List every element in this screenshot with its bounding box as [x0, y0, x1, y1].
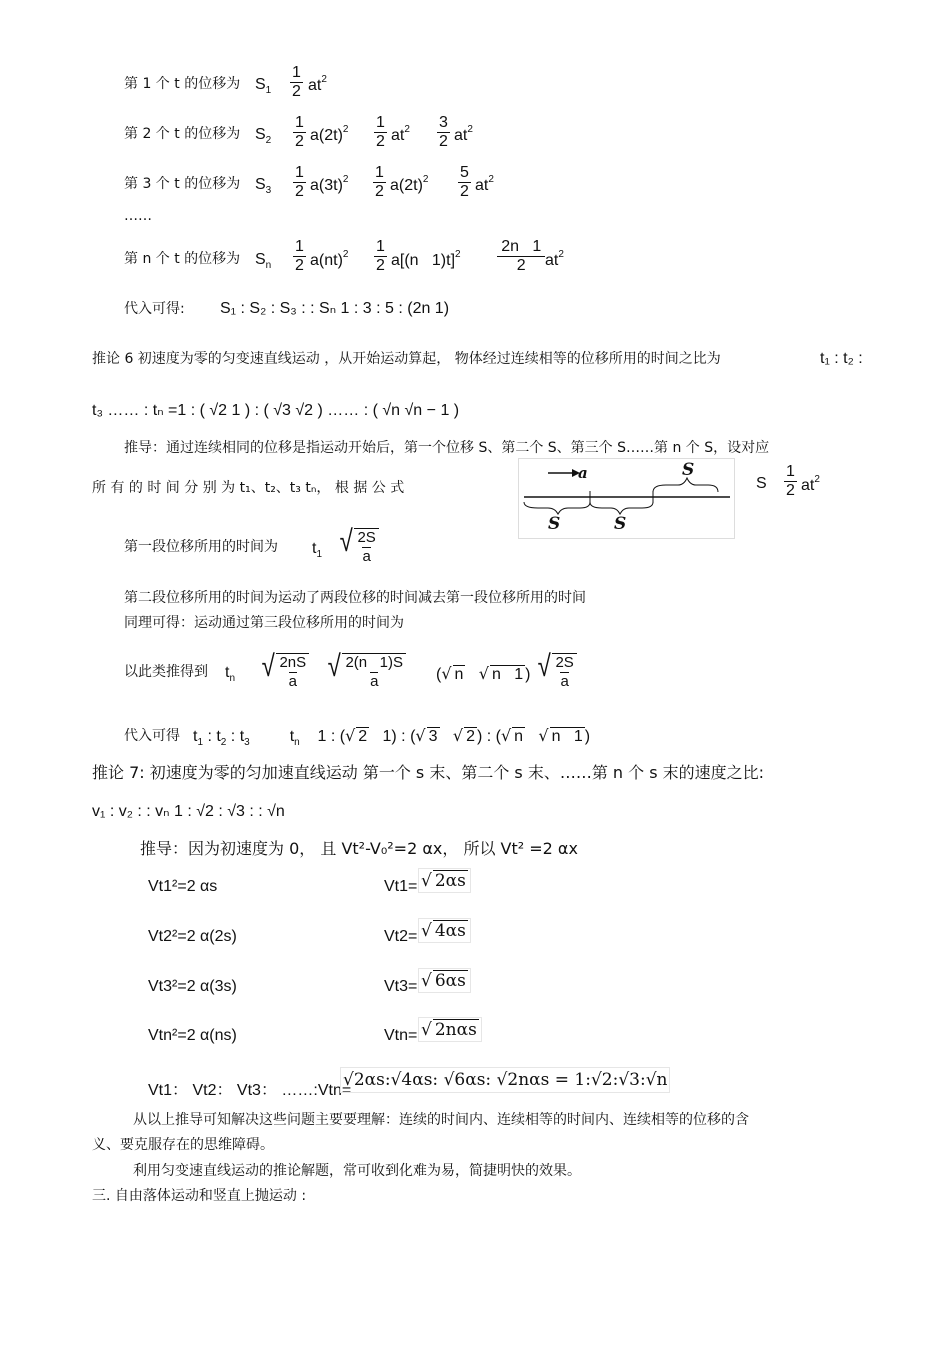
- sqrt-2n-1s-a: √ 2(n 1)S a: [326, 647, 406, 691]
- term: $at^2$: [454, 124, 473, 144]
- velocity-radical: [418, 918, 471, 943]
- velocity-row-label: Vt3=: [384, 978, 418, 995]
- velocity-radical: [418, 1017, 482, 1042]
- term: $at^2$: [545, 249, 564, 269]
- first-segment-text: 第一段位移所用的时间为: [124, 539, 278, 555]
- velocity-square-row: Vt2²=2 α(2s): [148, 928, 237, 945]
- nth-segment-text: 以此类推得到: [124, 664, 208, 680]
- s1-symbol: $S_1$: [255, 76, 272, 96]
- third-segment-text: 同理可得：运动通过第三段位移所用的时间为: [124, 615, 404, 631]
- final-ratio-right: √2αs:√4αs: √6αs: √2nαs = 1:√2:√3:√n: [340, 1067, 670, 1093]
- line1-label: 第 1 个 t 的位移为: [124, 76, 241, 92]
- conclusion-line1: 从以上推导可知解决这些问题主要要理解：连续的时间内、连续相等的时间内、连续相等的位移的含: [133, 1112, 749, 1128]
- fraction-2n-1: 2n 1 2: [499, 238, 544, 274]
- conclusion-line2: 义、要克服存在的思维障碍。: [92, 1137, 274, 1153]
- fraction-five-half: 5 2: [460, 164, 469, 200]
- t-ratio: $t_1$ : $t_2$ : $t_3$ $t_n$ 1 : (√ 2 1) : (√ 3 √ 2 ) : (√ n √ n 1 ): [193, 726, 591, 748]
- conclusion-line3: 利用匀变速直线运动的推论解题，常可收到化难为易，简捷明快的效果。: [133, 1163, 581, 1179]
- sqrt-sign: √: [421, 1020, 432, 1040]
- term: $a(3t)^2$: [310, 174, 349, 194]
- diagram-label-a: a: [578, 464, 588, 482]
- fraction-half: 1 2: [786, 463, 795, 499]
- fraction-three-half: 3 2: [439, 114, 448, 150]
- substitute-label-2: 代入可得: [124, 728, 180, 744]
- velocity-square-row: Vt1²=2 αs: [148, 878, 218, 895]
- derivation-line2: 所 有 的 时 间 分 别 为 t₁、t₂、t₃ tₙ， 根 据 公 式: [92, 480, 405, 496]
- fraction-half: 1 2: [295, 114, 304, 150]
- radicand: 6αs: [434, 971, 466, 991]
- sn-symbol: $S_n$: [255, 251, 272, 271]
- velocity-row-label: Vtn=: [384, 1027, 418, 1044]
- at2-term: $at^2$: [308, 74, 327, 94]
- inference6-title: 推论 6 初速度为零的匀变速直线运动 ，从开始运动算起， 物体经过连续相等的位移所用的时间之比为: [92, 351, 721, 367]
- velocity-square-row: Vt3²=2 α(3s): [148, 978, 237, 995]
- velocity-square-row: Vtn²=2 α(ns): [148, 1027, 237, 1044]
- term: $a(2t)^2$: [310, 124, 349, 144]
- sqrt-diff: (√ n √ n 1 ): [436, 664, 531, 683]
- term: a[(n 1)t]$^2$: [391, 249, 461, 269]
- s3-symbol: $S_3$: [255, 176, 272, 196]
- inference7-title: 推论 7: 初速度为零的匀加速直线运动 第一个 s 末、第二个 s 末、……第 n 个 s 末的速度之比:: [92, 763, 765, 782]
- inference6-ratio: t₃ …… : tₙ =1 : ( √2 1 ) : ( √3 √2 ) …… : ( √n √n − 1 ): [92, 402, 460, 419]
- fraction-half: 1 2: [376, 114, 385, 150]
- sqrt-sign: √: [421, 971, 432, 991]
- ratio-expression: S₁ : S₂ : S₃ : : Sₙ 1 : 3 : 5 : (2n 1): [220, 300, 450, 317]
- term: $at^2$: [475, 174, 494, 194]
- second-segment-text: 第二段位移所用的时间为运动了两段位移的时间减去第一段位移所用的时间: [124, 590, 586, 606]
- line3-label: 第 3 个 t 的位移为: [124, 176, 241, 192]
- sqrt-sign: √: [421, 921, 432, 941]
- sqrt-2s-a-2: √ 2S a: [536, 647, 577, 691]
- term: a(nt)$^2$: [310, 249, 349, 269]
- term: $at^2$: [801, 474, 820, 494]
- velocity-row-label: Vt2=: [384, 928, 418, 945]
- tn-symbol: $t_n$: [225, 664, 236, 684]
- line2-label: 第 2 个 t 的位移为: [124, 126, 241, 142]
- fraction-half: 1 2: [376, 238, 385, 274]
- diagram-label-s-top: S: [682, 460, 695, 480]
- linen-label: 第 n 个 t 的位移为: [124, 251, 241, 267]
- fraction-half: 1 2: [295, 238, 304, 274]
- fraction-half: 1 2: [375, 164, 384, 200]
- term: $at^2$: [391, 124, 410, 144]
- derivation-line1: 推导：通过连续相同的位移是指运动开始后，第一个位移 S、第二个 S、第三个 S……第 n 个 S，设对应: [124, 440, 770, 456]
- final-ratio-left: Vt1： Vt2： Vt3： ……:Vtn=: [148, 1082, 352, 1099]
- sqrt-2s-a: √ 2S a: [338, 522, 379, 566]
- sqrt-sign: √: [421, 871, 432, 891]
- substitute-label: 代入可得:: [124, 301, 185, 317]
- ellipsis: ……: [124, 208, 152, 224]
- radicand: 2nαs: [434, 1020, 477, 1040]
- inference6-ratio-head: t₁ : t₂ :: [820, 350, 863, 367]
- velocity-radical: [418, 968, 471, 993]
- velocity-ratio: v₁ : v₂ : : vₙ 1 : √2 : √3 : : √n: [92, 803, 285, 820]
- radicand: 4αs: [434, 921, 466, 941]
- sqrt-2ns-a: √ 2nS a: [260, 647, 309, 691]
- s2-symbol: $S_2$: [255, 126, 272, 146]
- t1-symbol: $t_1$: [312, 540, 323, 560]
- diagram-label-s-left: S: [548, 514, 561, 534]
- fraction-half: 1 2: [295, 164, 304, 200]
- term: $a(2t)^2$: [390, 174, 429, 194]
- formula-s: S: [756, 475, 767, 492]
- inference7-derivation: 推导：因为初速度为 0， 且 Vt²-V₀²=2 αx， 所以 Vt² =2 αx: [140, 839, 578, 858]
- section-3-heading: 三. 自由落体运动和竖直上抛运动 :: [92, 1188, 307, 1204]
- radicand: 2αs: [434, 871, 466, 891]
- velocity-radical: [418, 868, 471, 893]
- fraction-half: 1 2: [292, 64, 301, 100]
- velocity-row-label: Vt1=: [384, 878, 418, 895]
- diagram-label-s-mid: S: [614, 514, 627, 534]
